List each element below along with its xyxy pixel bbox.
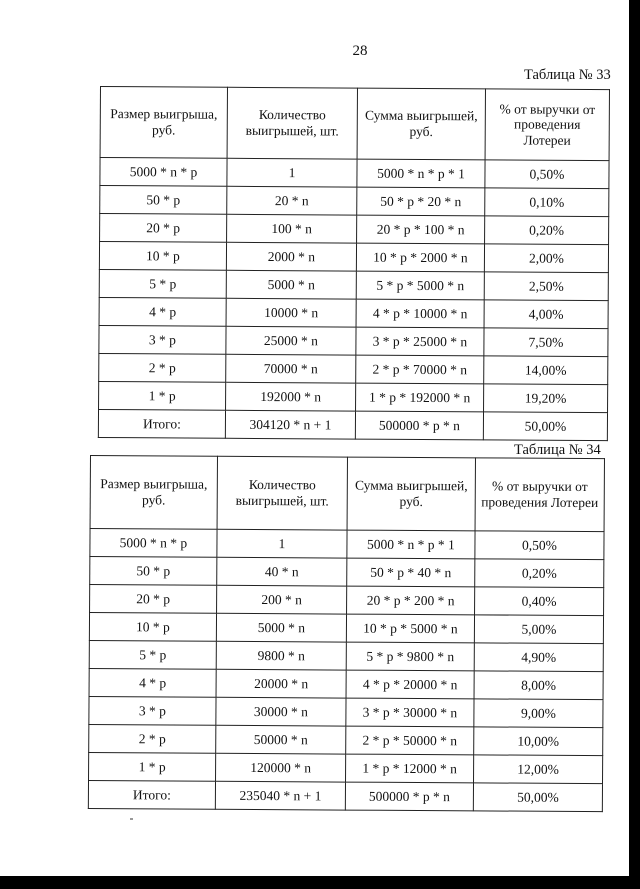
table-header-row — [100, 87, 609, 161]
table-cell: 120000 * n — [216, 753, 346, 782]
table-cell: 10000 * n — [226, 298, 356, 327]
column-header: Размер выигрыша, руб. — [90, 456, 217, 530]
table-row — [89, 668, 603, 699]
column-header: % от выручки от проведения Лотереи — [475, 458, 604, 532]
total-row — [88, 780, 602, 811]
table-cell: 1 — [217, 529, 347, 558]
table-cell: 7,50% — [484, 328, 608, 357]
table-cell: 200 * n — [217, 585, 347, 614]
table-cell: 5000 * n * p — [90, 529, 217, 558]
table-cell: 4 * p * 20000 * n — [346, 670, 474, 699]
table-cell: 5000 * n — [226, 270, 356, 299]
table-cell: 3 * p * 30000 * n — [346, 698, 474, 727]
table-row — [99, 242, 608, 273]
total-row — [98, 409, 607, 440]
table-row — [100, 186, 609, 217]
table-cell: 12,00% — [474, 755, 603, 784]
table-cell: 3 * p * 25000 * n — [356, 327, 484, 356]
table-cell: 10 * p — [89, 613, 216, 642]
column-header: % от выручки от проведения Лотереи — [485, 89, 609, 161]
table-cell: 50 * p * 20 * n — [357, 187, 485, 216]
table-cell: 10 * p * 2000 * n — [356, 243, 484, 272]
table-cell: 19,20% — [484, 384, 608, 413]
table-cell: 5 * p * 5000 * n — [356, 271, 484, 300]
table-cell: 5 * p — [99, 269, 226, 298]
table-cell: 500000 * p * n — [355, 411, 483, 440]
table-cell: 30000 * n — [216, 697, 346, 726]
table-cell: Итого: — [98, 409, 225, 438]
table-33-caption: Таблица № 33 — [524, 67, 611, 83]
table-cell: 2 * p — [99, 353, 226, 382]
column-header: Сумма выигрышей, руб. — [357, 88, 485, 160]
table-cell: 1 * p * 192000 * n — [356, 383, 484, 412]
scan-speck — [130, 818, 133, 820]
table-row — [89, 724, 603, 755]
table-row — [90, 529, 604, 560]
table-cell: 40 * n — [217, 557, 347, 586]
table-cell: 20 * p * 200 * n — [347, 586, 475, 615]
table-cell: 3 * p — [89, 696, 216, 725]
table-cell: 4 * p — [99, 297, 226, 326]
table-cell: 4,90% — [474, 643, 603, 672]
table-cell: 1 * p * 12000 * n — [346, 754, 474, 783]
table-cell: 5000 * n — [216, 613, 346, 642]
table-cell: 50 * p * 40 * n — [347, 558, 475, 587]
table-cell: 50 * p — [90, 557, 217, 586]
table-cell: 500000 * p * n — [345, 782, 473, 811]
table-cell: 8,00% — [474, 671, 603, 700]
table-cell: 20000 * n — [216, 669, 346, 698]
table-cell: 0,50% — [475, 531, 604, 560]
table-row — [99, 381, 608, 412]
table-row — [89, 696, 603, 727]
table-cell: 2 * p * 50000 * n — [346, 726, 474, 755]
table-cell: 2 * p — [89, 724, 216, 753]
column-header: Размер выигрыша, руб. — [100, 87, 227, 159]
page-number: 28 — [352, 43, 368, 59]
table-34 — [88, 455, 605, 812]
table-cell: 14,00% — [484, 356, 608, 385]
table-cell: 0,20% — [475, 559, 604, 588]
table-cell: 0,20% — [485, 216, 609, 245]
table-cell: 10,00% — [474, 727, 603, 756]
table-header-row — [90, 456, 604, 532]
table-row — [89, 640, 603, 671]
table-row — [99, 325, 608, 356]
table-cell: 50,00% — [483, 412, 607, 441]
table-cell: 50 * p — [100, 186, 227, 215]
table-cell: 50,00% — [473, 783, 602, 812]
table-cell: 2,50% — [484, 272, 608, 301]
table-cell: 50000 * n — [216, 725, 346, 754]
table-cell: 4 * p * 10000 * n — [356, 299, 484, 328]
table-cell: 25000 * n — [226, 326, 356, 355]
table-cell: 5,00% — [474, 615, 603, 644]
table-cell: 9800 * n — [216, 641, 346, 670]
table-cell: 20 * p * 100 * n — [357, 215, 485, 244]
table-cell: 1 * p — [89, 752, 216, 781]
table-row — [99, 297, 608, 328]
table-row — [99, 353, 608, 384]
table-cell: 2,00% — [484, 244, 608, 273]
table-cell: 0,10% — [485, 188, 609, 217]
table-cell: 2 * p * 70000 * n — [356, 355, 484, 384]
table-cell: 1 * p — [99, 381, 226, 410]
table-cell: 192000 * n — [226, 382, 356, 411]
table-cell: Итого: — [88, 780, 215, 809]
column-header: Количество выигрышей, шт. — [217, 456, 347, 530]
table-cell: 0,40% — [475, 587, 604, 616]
table-cell: 4 * p — [89, 668, 216, 697]
table-cell: 5000 * n * p * 1 — [357, 159, 485, 188]
table-cell: 100 * n — [227, 214, 357, 243]
table-cell: 70000 * n — [226, 354, 356, 383]
column-header: Количество выигрышей, шт. — [227, 87, 357, 159]
table-cell: 4,00% — [484, 300, 608, 329]
table-cell: 304120 * n + 1 — [225, 410, 355, 439]
table-cell: 1 — [227, 158, 357, 187]
table-cell: 3 * p — [99, 325, 226, 354]
table-row — [90, 585, 604, 616]
table-cell: 5 * p * 9800 * n — [346, 642, 474, 671]
table-cell: 5000 * n * p — [100, 158, 227, 187]
table-cell: 20 * p — [100, 214, 227, 243]
table-cell: 10 * p * 5000 * n — [346, 614, 474, 643]
table-row — [89, 752, 603, 783]
table-cell: 9,00% — [474, 699, 603, 728]
table-row — [100, 214, 609, 245]
table-cell: 235040 * n + 1 — [215, 781, 345, 810]
table-cell: 0,50% — [485, 160, 609, 189]
table-33 — [98, 86, 610, 441]
table-cell: 2000 * n — [226, 242, 356, 271]
table-34-caption: Таблица № 34 — [514, 442, 601, 458]
table-cell: 20 * p — [90, 585, 217, 614]
table-cell: 10 * p — [99, 242, 226, 271]
table-cell: 20 * n — [227, 186, 357, 215]
table-cell: 5000 * n * p * 1 — [347, 530, 475, 559]
table-row — [99, 269, 608, 300]
table-row — [100, 158, 609, 189]
table-cell: 5 * p — [89, 640, 216, 669]
table-row — [89, 613, 603, 644]
column-header: Сумма выигрышей, руб. — [347, 457, 475, 531]
table-row — [90, 557, 604, 588]
